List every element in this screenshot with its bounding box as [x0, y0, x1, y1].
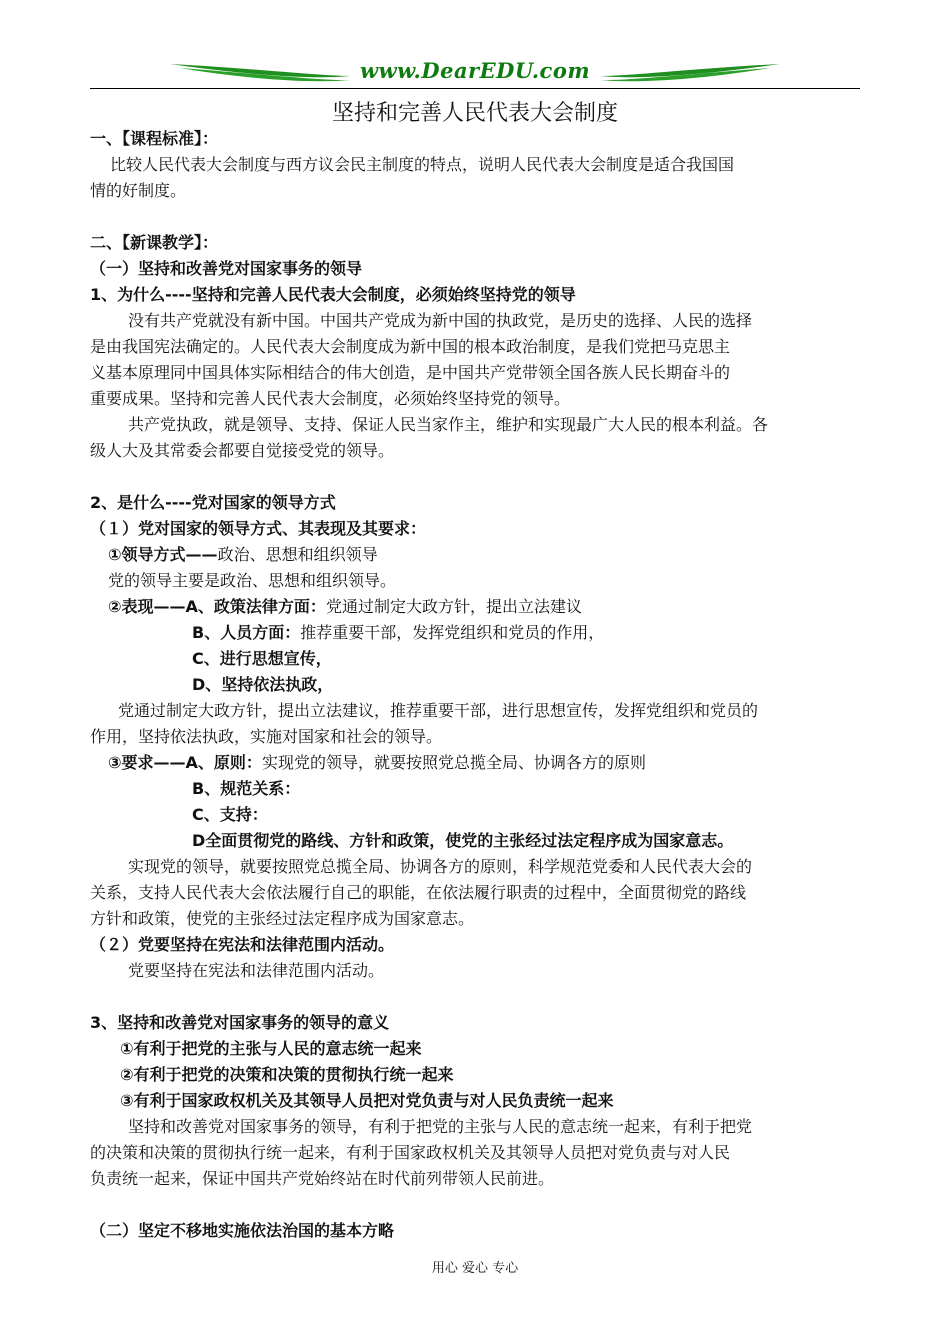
paragraph-line: 坚持和改善党对国家事务的领导，有利于把党的主张与人民的意志统一起来，有利于把党	[128, 1117, 753, 1136]
section-heading: 一、【课程标准】：	[90, 129, 219, 148]
subsection-heading: （二）坚定不移地实施依法治国的基本方略	[90, 1221, 395, 1240]
paragraph-line: 比较人民代表大会制度与西方议会民主制度的特点，说明人民代表大会制度是适合我国国	[110, 155, 735, 174]
paragraph-line: 关系，支持人民代表大会依法履行自己的职能，在依法履行职责的过程中，全面贯彻党的路线	[90, 883, 747, 902]
list-item: ②有利于把党的决策和决策的贯彻执行统一起来	[120, 1065, 454, 1084]
list-item	[192, 622, 604, 644]
item-text: 政治、思想和组织领导	[217, 545, 378, 564]
list-item	[108, 596, 582, 618]
subsection-heading: （一）坚持和改善党对国家事务的领导	[90, 259, 363, 278]
list-item: D全面贯彻党的路线、方针和政策，使党的主张经过法定程序成为国家意志。	[192, 831, 734, 850]
subsection-heading: （２）党要坚持在宪法和法律范围内活动。	[90, 935, 395, 954]
paragraph-line: 共产党执政，就是领导、支持、保证人民当家作主，维护和实现最广大人民的根本利益。各	[128, 415, 769, 434]
list-item	[108, 752, 646, 774]
paragraph-line: 党通过制定大政方针，提出立法建议，推荐重要干部，进行思想宣传，发挥党组织和党员的	[118, 701, 759, 720]
list-item: B、规范关系：	[192, 779, 301, 798]
section-heading: 二、【新课教学】：	[90, 233, 219, 252]
site-banner	[90, 54, 860, 90]
site-logo-text: www.DearEDU.com	[359, 58, 591, 83]
list-item	[108, 544, 378, 566]
page-footer: 用心 爱心 专心	[431, 1261, 519, 1276]
paragraph-line: 没有共产党就没有新中国。中国共产党成为新中国的执政党，是历史的选择、人民的选择	[128, 311, 753, 330]
paragraph-line: 实现党的领导，就要按照党总揽全局、协调各方的原则，科学规范党委和人民代表大会的	[128, 857, 753, 876]
paragraph-line: 负责统一起来，保证中国共产党始终站在时代前列带领人民前进。	[90, 1169, 555, 1188]
paragraph-line: 方针和政策，使党的主张经过法定程序成为国家意志。	[90, 909, 475, 928]
paragraph-line: 的决策和决策的贯彻执行统一起来，有利于国家政权机关及其领导人员把对党负责与对人民	[90, 1143, 731, 1162]
paragraph-line: 情的好制度。	[90, 181, 187, 200]
list-item: D、坚持依法执政，	[192, 675, 334, 694]
paragraph-line: 是由我国宪法确定的。人民代表大会制度成为新中国的根本政治制度，是我们党把马克思主	[90, 337, 731, 356]
paragraph-line: 级人大及其常委会都要自觉接受党的领导。	[90, 441, 395, 460]
subsection-heading: 2、是什么----党对国家的领导方式	[90, 493, 336, 512]
list-item: ③有利于国家政权机关及其领导人员把对党负责与对人民负责统一起来	[120, 1091, 614, 1110]
subsection-heading: （１）党对国家的领导方式、其表现及其要求：	[90, 519, 427, 538]
paragraph-line: 党的领导主要是政治、思想和组织领导。	[108, 571, 397, 590]
paragraph-line: 重要成果。坚持和完善人民代表大会制度，必须始终坚持党的领导。	[90, 389, 571, 408]
item-label: ②表现——A、政策法律方面：	[108, 597, 326, 616]
paragraph-line: 作用，坚持依法执政，实施对国家和社会的领导。	[90, 727, 443, 746]
item-text: 实现党的领导，就要按照党总揽全局、协调各方的原则	[261, 753, 646, 772]
list-item: ①有利于把党的主张与人民的意志统一起来	[120, 1039, 422, 1058]
item-text: 推荐重要干部，发挥党组织和党员的作用，	[300, 623, 605, 642]
header-rule	[90, 88, 860, 89]
paragraph-line: 党要坚持在宪法和法律范围内活动。	[128, 961, 385, 980]
subsection-heading: 1、为什么----坚持和完善人民代表大会制度，必须始终坚持党的领导	[90, 285, 576, 304]
item-text: 党通过制定大政方针，提出立法建议	[325, 597, 582, 616]
item-label: B、人员方面：	[192, 623, 301, 642]
list-item: C、进行思想宣传，	[192, 649, 332, 668]
item-label: ③要求——A、原则：	[108, 753, 262, 772]
item-label: ①领导方式——	[108, 545, 218, 564]
paragraph-line: 义基本原理同中国具体实际相结合的伟大创造，是中国共产党带领全国各族人民长期奋斗的	[90, 363, 731, 382]
page-title: 坚持和完善人民代表大会制度	[331, 101, 618, 126]
subsection-heading: 3、坚持和改善党对国家事务的领导的意义	[90, 1013, 390, 1032]
list-item: C、支持：	[192, 805, 268, 824]
